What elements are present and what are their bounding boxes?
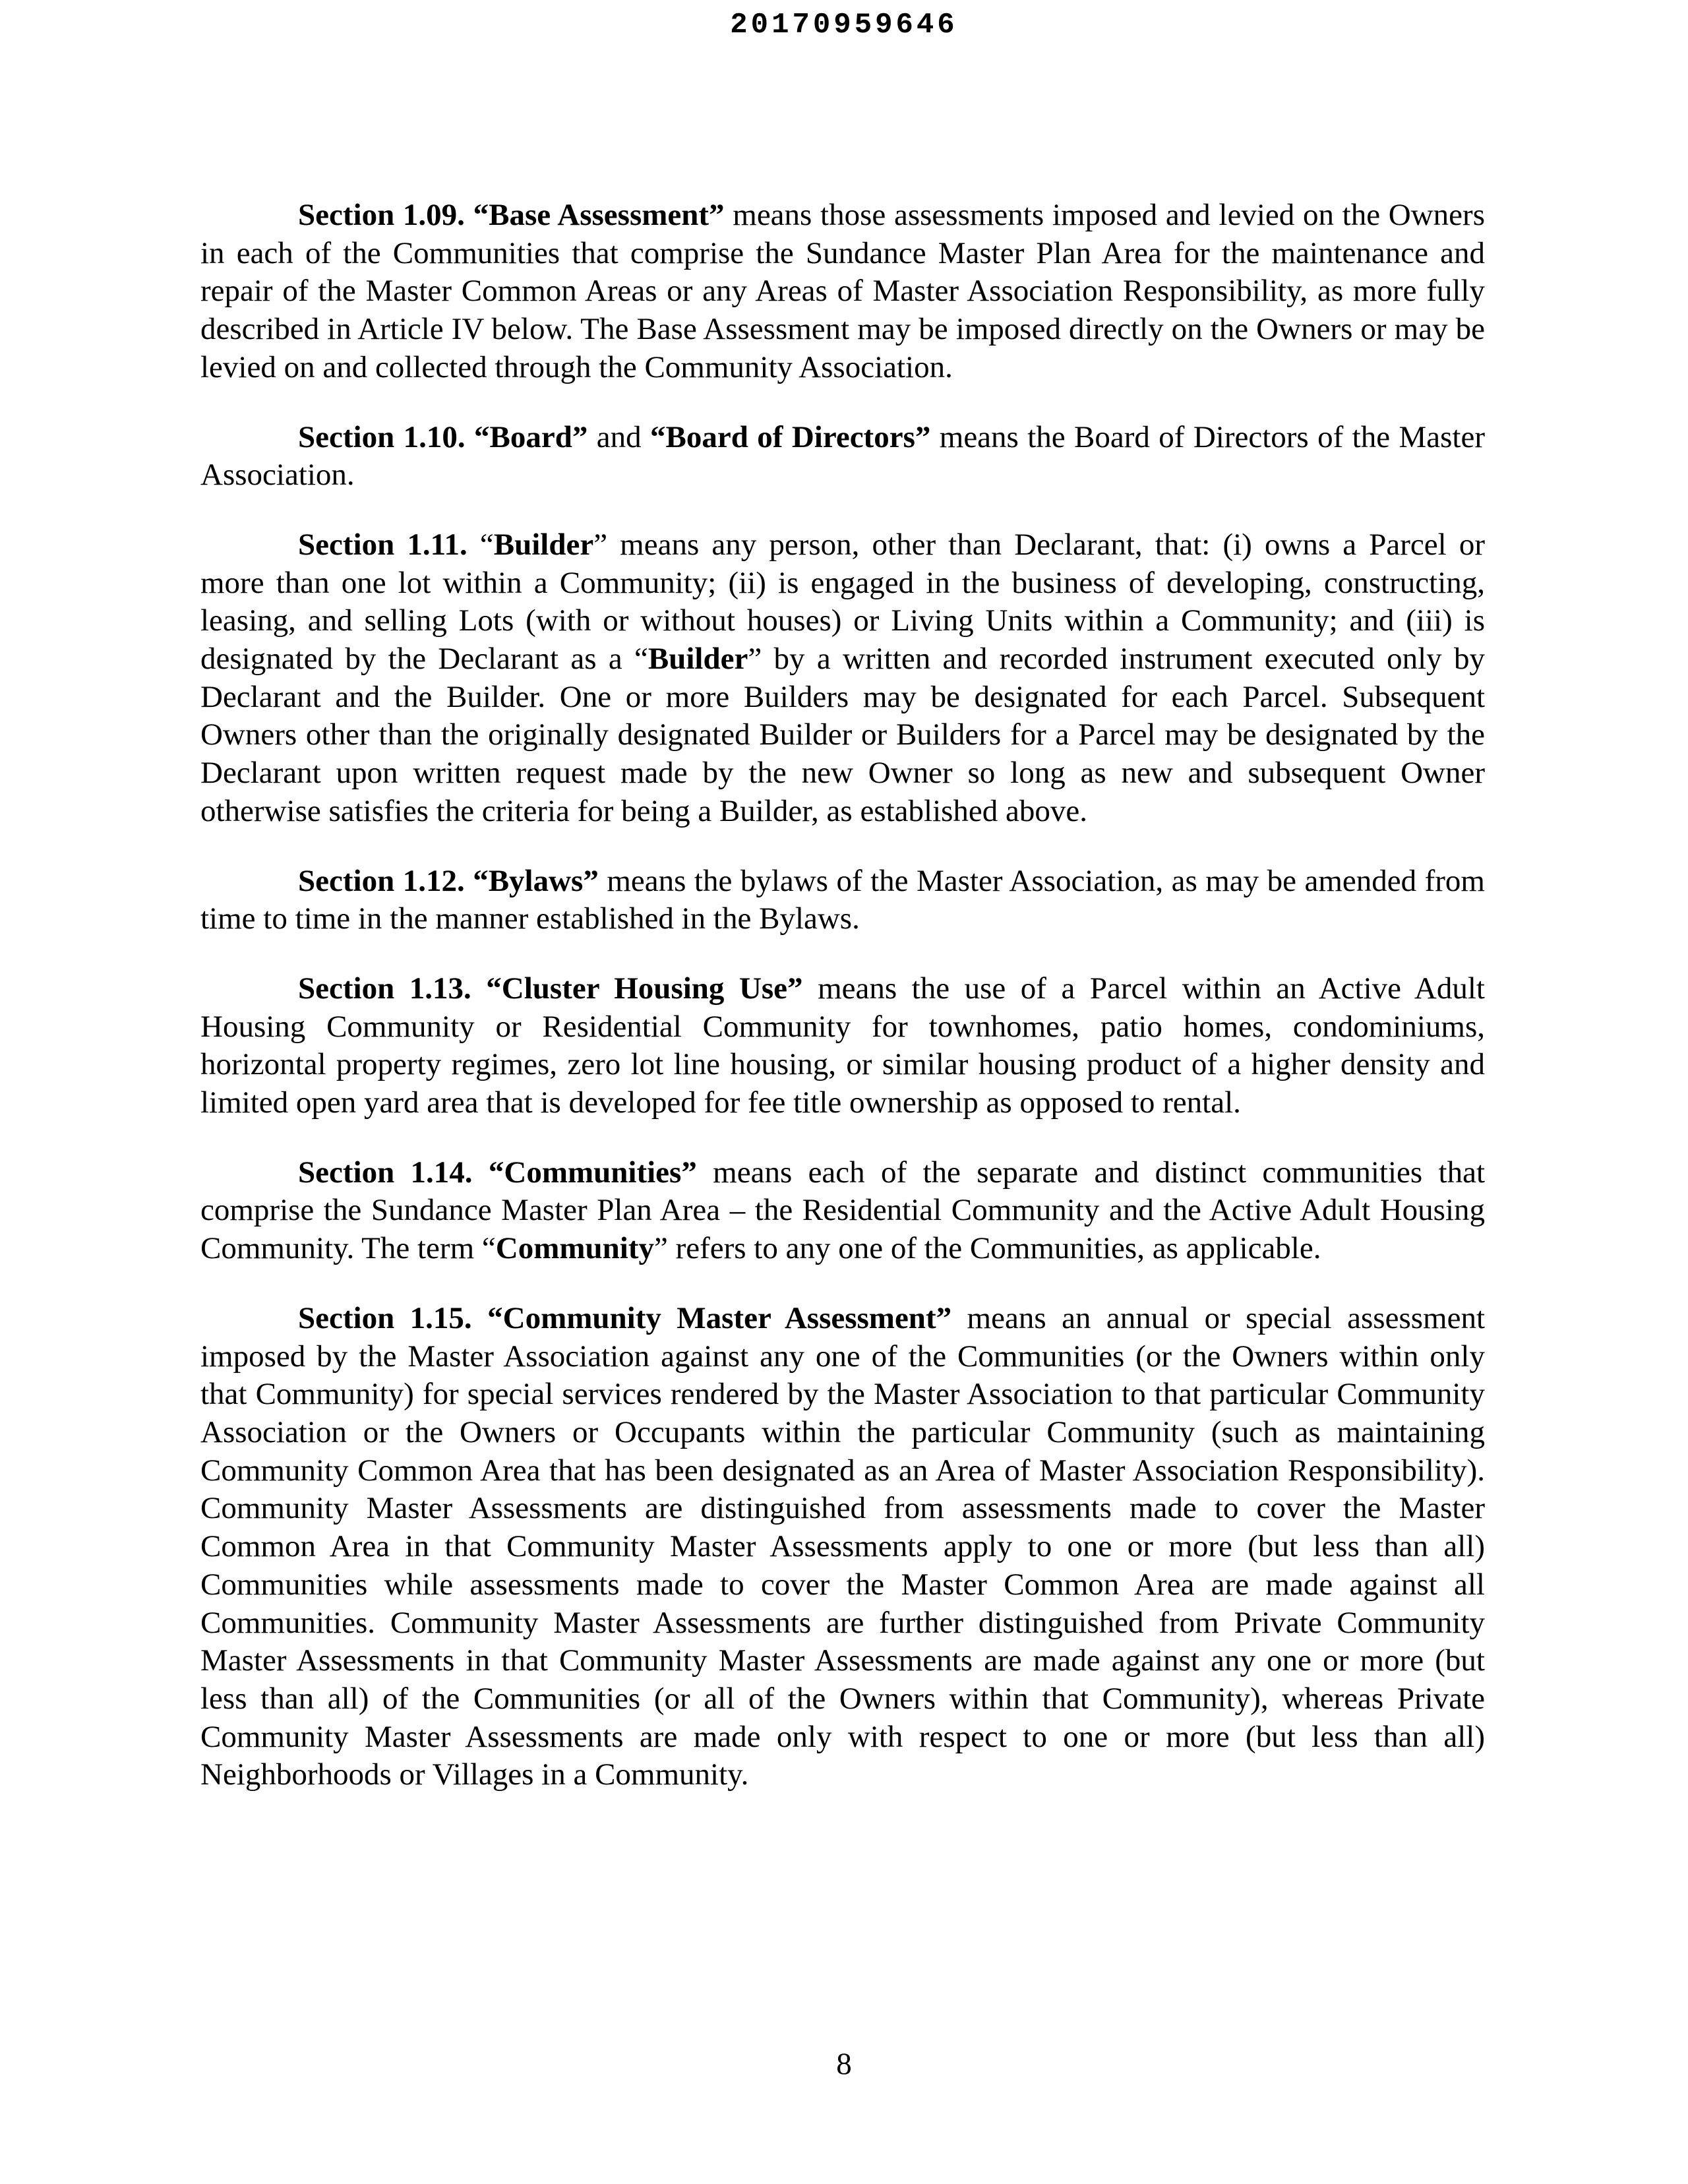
section-number: Section 1.14. <box>298 1155 473 1190</box>
section-body-continued: ” by a written and recorded instrument executed only by Declarant and the Builder. One or more Builders may be designated for each Parcel. Subsequent Owners other than the originally designated Builder or Builders for a Parcel may be designated by the Declarant upon written request made by the new Owner so long as new and subsequent Owner otherwise satisfies the criteria for being a Builder, as established above. <box>200 642 1485 828</box>
defined-term: “Board” <box>474 419 588 454</box>
document-number: 20170959646 <box>730 9 958 42</box>
section-1-11 <box>200 526 1485 831</box>
section-body: means the bylaws of the Master Association, as may be amended from time to time in the manner established in the Bylaws. <box>200 863 1485 936</box>
defined-term: “Base Assessment” <box>473 198 725 232</box>
section-body: means an annual or special assessment imposed by the Master Association against any one of the Communities (or the Owners within only that Community) for special services rendered by the Master Association to that particular Community Association or the Owners or Occupants within the particular Community (such as maintaining Community Common Area that has been designated as an Area of Master Association Responsibility). Community Master Assessments are distinguished from assessments made to cover the Master Common Area in that Community Master Assessments apply to one or more (but less than all) Communities while assessments made to cover the Master Common Area are made against all Communities. Community Master Assessments are further distinguished from Private Community Master Assessments in that Community Master Assessments are made against any one or more (but less than all) of the Communities (or all of the Owners within that Community), whereas Private Community Master Assessments are made only with respect to one or more (but less than all) Neighborhoods or Villages in a Community. <box>200 1300 1486 1792</box>
term-connector: and <box>588 419 651 454</box>
defined-term: Builder <box>493 527 594 562</box>
defined-term: Builder <box>648 642 748 677</box>
defined-term: “Communities” <box>488 1155 697 1190</box>
defined-term: “Community Master Assessment” <box>487 1300 952 1335</box>
section-number: Section 1.12. <box>298 863 465 898</box>
section-1-10 <box>200 419 1485 495</box>
section-number: Section 1.15. <box>298 1300 472 1335</box>
defined-term: “Cluster Housing Use” <box>486 971 803 1006</box>
section-body: means each of the separate and distinct communities that comprise the Sundance Master Plan Area – the Residential Community and the Active Adult Housing Community. The term “ <box>200 1155 1486 1266</box>
section-1-15 <box>200 1300 1485 1794</box>
section-body: means the use of a Parcel within an Active Adult Housing Community or Residential Community for townhomes, patio homes, condominiums, horizontal property regimes, zero lot line housing, or similar housing product of a higher density and limited open yard area that is developed for fee title ownership as opposed to rental. <box>200 971 1485 1120</box>
section-1-12 <box>200 863 1485 938</box>
defined-term: “Bylaws” <box>473 863 599 898</box>
section-number: Section 1.10. <box>298 419 466 454</box>
section-1-14 <box>200 1154 1485 1268</box>
quote-open: “ <box>467 527 494 562</box>
page-number: 8 <box>836 2047 852 2081</box>
section-body: ” means any person, other than Declarant, that: (i) owns a Parcel or more than one lot within a Community; (ii) is engaged in the business of developing, constructing, leasing, and selling Lots (with or without houses) or Living Units within a Community; and (iii) is designated by the Declarant as a “ <box>200 527 1485 677</box>
section-body: means those assessments imposed and levied on the Owners in each of the Communities that comprise the Sundance Master Plan Area for the maintenance and repair of the Master Common Areas or any Areas of Master Association Responsibility, as more fully described in Article IV below. The Base Assessment may be imposed directly on the Owners or may be levied on and collected through the Community Association. <box>200 198 1485 384</box>
section-1-09 <box>200 197 1485 387</box>
section-number: Section 1.13. <box>298 971 471 1006</box>
section-body: means the Board of Directors of the Master Association. <box>200 419 1485 493</box>
page-content <box>200 197 1485 1826</box>
section-number: Section 1.09. <box>298 198 465 232</box>
defined-term: “Board of Directors” <box>650 419 931 454</box>
defined-term: Community <box>495 1231 654 1266</box>
section-number: Section 1.11. <box>298 527 467 562</box>
section-body-continued: ” refers to any one of the Communities, as applicable. <box>653 1231 1321 1266</box>
section-1-13 <box>200 970 1485 1122</box>
